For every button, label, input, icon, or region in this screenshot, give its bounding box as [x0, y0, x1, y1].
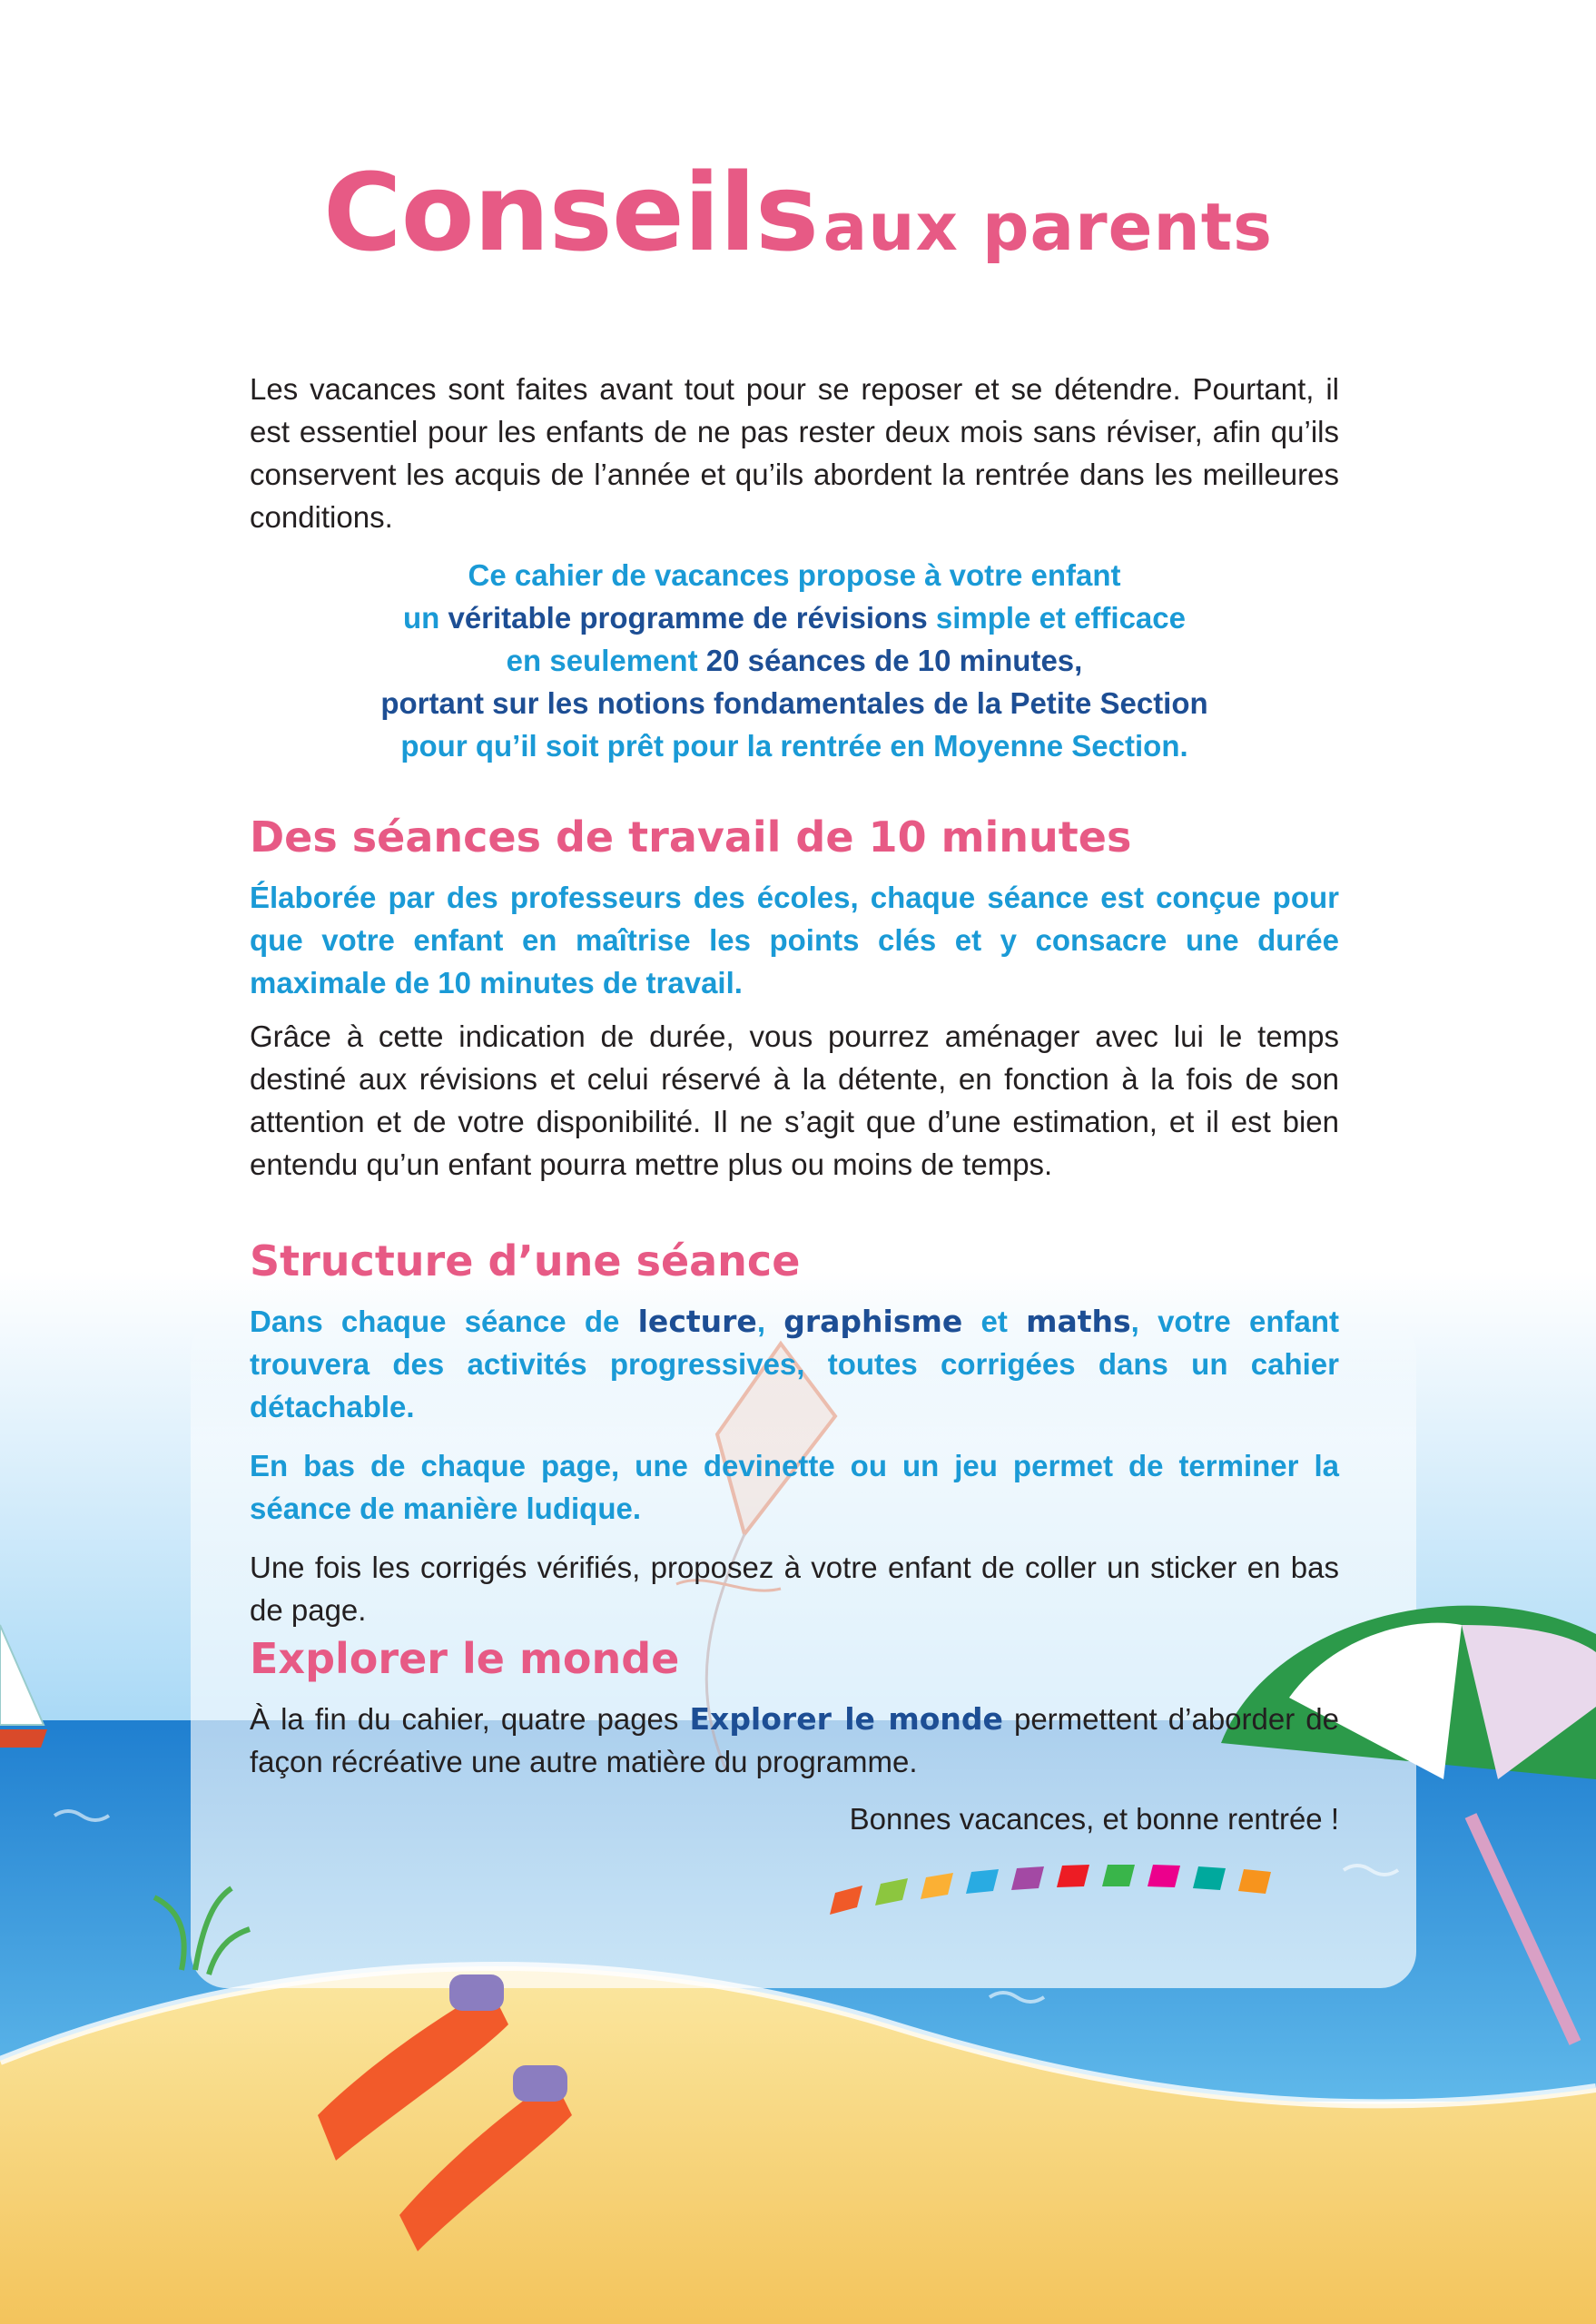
highlight-text: en seulement [506, 644, 706, 677]
section1-heading: Des séances de travail de 10 minutes [250, 812, 1132, 862]
text: À la fin du cahier, quatre pages [250, 1702, 690, 1736]
keyword-lecture: lecture [637, 1304, 757, 1339]
intro-block [250, 368, 1339, 538]
text: , [756, 1305, 784, 1338]
section2-blue-paragraph-1 [250, 1300, 1339, 1428]
highlight-block [250, 554, 1339, 767]
text: Dans chaque séance de [250, 1305, 638, 1338]
section2-heading: Structure d’une séance [250, 1236, 801, 1285]
highlight-emphasis: véritable programme de révisions [448, 601, 928, 635]
text: , votre enfant trouvera des activités progressives, toutes corrigées dans un cahier détachable. [250, 1305, 1339, 1423]
section2-paragraph: Une fois les corrigés vérifiés, proposez à votre enfant de coller un sticker en bas de page. [250, 1551, 1339, 1627]
section2-body [250, 1300, 1339, 1631]
title-part2: aux parents [823, 189, 1273, 265]
title-part1: Conseils [322, 150, 819, 275]
highlight-line-3 [250, 639, 1339, 682]
section1-body [250, 876, 1339, 1186]
intro-paragraph: Les vacances sont faites avant tout pour se reposer et se détendre. Pourtant, il est essentiel pour les enfants de ne pas rester deux mois sans réviser, afin qu’ils conservent les acquis de l’année et qu’ils abordent la rentrée dans les meilleures conditions. [250, 372, 1339, 534]
section1-paragraph: Grâce à cette indication de durée, vous pourrez aménager avec lui le temps destiné aux révisions et celui réservé à la détente, en fonction à la fois de son attention et de votre disponibilité. Il ne s’agit que d’une estimation, et il est bien entendu qu’un enfant pourra mettre plus ou moins de temps. [250, 1019, 1339, 1181]
highlight-line-1: Ce cahier de vacances propose à votre enfant [468, 558, 1121, 592]
keyword-graphisme: graphisme [783, 1304, 963, 1339]
section3-body [250, 1698, 1339, 1783]
highlight-text: simple et efficace [927, 601, 1186, 635]
section3-heading: Explorer le monde [250, 1634, 680, 1683]
highlight-text: un [402, 601, 448, 635]
keyword-explorer: Explorer le monde [689, 1701, 1003, 1737]
highlight-line-4: portant sur les notions fondamentales de la Petite Section [380, 686, 1208, 720]
section2-blue-paragraph-2: En bas de chaque page, une devinette ou un jeu permet de terminer la séance de manière ludique. [250, 1449, 1339, 1525]
section3-paragraph [250, 1698, 1339, 1783]
highlight-emphasis: 20 séances de 10 minutes, [705, 644, 1083, 677]
highlight-line-5: pour qu’il soit prêt pour la rentrée en Moyenne Section. [400, 729, 1188, 763]
highlight-line-2 [250, 596, 1339, 639]
text: et [962, 1305, 1027, 1338]
signoff: Bonnes vacances, et bonne rentrée ! [849, 1802, 1339, 1836]
page-title [0, 150, 1596, 275]
keyword-maths: maths [1026, 1304, 1131, 1339]
section1-blue-paragraph: Élaborée par des professeurs des écoles, chaque séance est conçue pour que votre enfant en maîtrise les points clés et y consacre une durée maximale de 10 minutes de travail. [250, 881, 1339, 1000]
text: permettent d’aborder de façon récréative une autre matière du programme. [250, 1702, 1339, 1778]
